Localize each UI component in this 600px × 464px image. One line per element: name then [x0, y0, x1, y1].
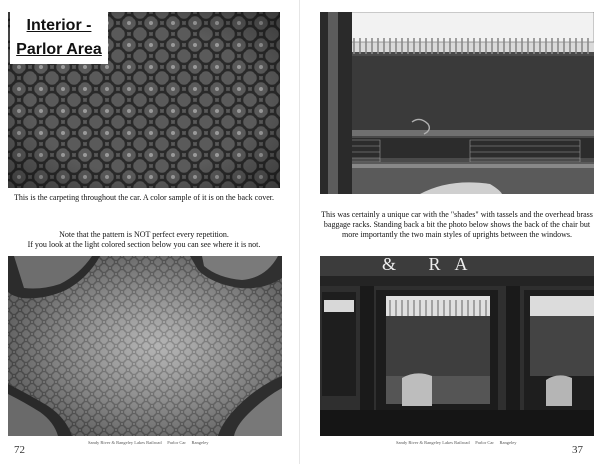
- window-shades-photo: [320, 12, 594, 194]
- left-page-footer: [88, 440, 208, 445]
- carpet-caption: This is the carpeting throughout the car. A color sample of it is on the back cover.: [14, 193, 274, 202]
- right-page-footer: [396, 440, 516, 445]
- car-lettering: & RA: [382, 256, 482, 274]
- section-title-line2: Parlor Area: [16, 41, 102, 58]
- window-shades-image: [320, 12, 594, 194]
- left-footer-car: Rangeley: [191, 440, 209, 445]
- pattern-note-line1: Note that the pattern is NOT perfect every repetition.: [59, 230, 229, 239]
- baggage-rack-rail: [350, 130, 594, 136]
- carpet-floor-photo: [8, 256, 282, 436]
- right-page-number: 37: [572, 444, 583, 456]
- pattern-note-line2: If you look at the light colored section below you can see where it is not.: [27, 240, 261, 249]
- section-title: [10, 12, 108, 64]
- window-uprights-image: [320, 256, 594, 436]
- shade-tassels: [350, 12, 594, 42]
- carpet-floor-image: [8, 256, 282, 436]
- right-footer-publication: Sandy River & Rangeley Lakes Railroad: [396, 440, 470, 445]
- left-footer-publication: Sandy River & Rangeley Lakes Railroad: [88, 440, 162, 445]
- right-footer-car: Rangeley: [499, 440, 517, 445]
- left-footer-section: Parlor Car: [167, 440, 186, 445]
- right-footer-section: Parlor Car: [475, 440, 494, 445]
- pattern-note-caption: [8, 230, 280, 250]
- right-page: [300, 0, 600, 464]
- shades-caption: This was certainly a unique car with the "shades" with tassels and the overhead brass baggage racks. Standing back a bit the photo below shows the back of the chair but more importantly the two main styles of uprights between the windows.: [321, 210, 593, 239]
- window-uprights-photo: [320, 256, 594, 436]
- section-title-line1: Interior -: [26, 17, 92, 34]
- chair-back: [402, 373, 432, 406]
- left-page-number: 72: [14, 444, 25, 456]
